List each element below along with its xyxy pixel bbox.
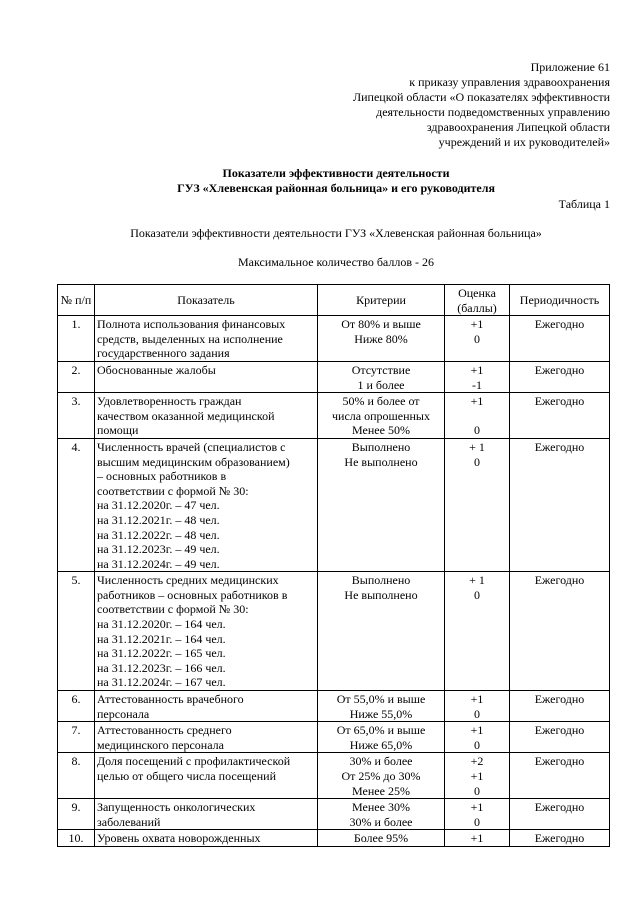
header-num-line: № — [60, 293, 73, 308]
table-row — [58, 438, 610, 571]
criteria-cell — [318, 830, 445, 847]
score-cell — [445, 722, 510, 753]
criteria-cell-line: Не выполнено — [344, 454, 418, 469]
indicator-cell-line: Полнота использования финансовых — [97, 317, 286, 332]
score-cell — [445, 830, 510, 847]
indicator-cell-line: высшим медицинским образованием) — [97, 454, 290, 469]
header-period: Периодичность — [510, 285, 610, 316]
period-cell: Ежегодно — [510, 393, 610, 439]
row-number: 1. — [58, 316, 95, 362]
indicator-cell-line: на 31.12.2024г. – 49 чел. — [97, 556, 220, 571]
table-row — [58, 830, 610, 847]
score-cell — [445, 438, 510, 571]
table-caption: Показатели эффективности деятельности ГУЗ «Хлевенская районная больница» — [130, 226, 542, 240]
period-cell: Ежегодно — [510, 830, 610, 847]
score-cell-line: +1 — [470, 800, 484, 815]
score-cell-line: + 1 — [469, 439, 485, 454]
document-title-line-1: Показатели эффективности деятельности — [222, 166, 450, 180]
score-cell — [445, 753, 510, 799]
period-cell: Ежегодно — [510, 438, 610, 571]
indicator-cell-line: на 31.12.2022г. – 48 чел. — [97, 527, 220, 542]
indicator-cell-line: соответствии с формой № 30: — [97, 483, 249, 498]
indicator-cell-line: персонала — [97, 706, 150, 721]
criteria-cell-line: Отсутствие — [351, 362, 411, 377]
criteria-cell — [318, 361, 445, 392]
indicator-cell-line: на 31.12.2021г. – 164 чел. — [97, 631, 226, 646]
indicator-cell-line: Запущенность онкологических — [97, 800, 256, 815]
document-title-line-2: ГУЗ «Хлевенская районная больница» и его руководителя — [177, 181, 495, 195]
appendix-line: деятельности подведомственных управлению — [376, 105, 610, 119]
indicator-cell-line: соответствии с формой № 30: — [97, 602, 249, 617]
indicator-cell-line: средств, выделенных на исполнение — [97, 331, 283, 346]
table-row — [58, 572, 610, 691]
indicator-cell-line: заболеваний — [97, 814, 161, 829]
score-cell — [445, 799, 510, 830]
appendix-line: учреждений и их руководителей» — [438, 135, 610, 149]
score-cell-line: 0 — [474, 454, 480, 469]
row-number: 7. — [58, 722, 95, 753]
criteria-cell-line: числа опрошенных — [332, 408, 430, 423]
criteria-cell — [318, 316, 445, 362]
score-cell-line — [447, 409, 507, 424]
indicator-cell — [95, 393, 318, 439]
appendix-line: к приказу управления здравоохранения — [409, 75, 610, 89]
table-row — [58, 799, 610, 830]
row-number: 2. — [58, 361, 95, 392]
header-score-line: (баллы) — [457, 300, 497, 315]
period-cell: Ежегодно — [510, 361, 610, 392]
indicator-cell — [95, 830, 318, 847]
score-cell-line: +1 — [470, 362, 484, 377]
indicators-table — [57, 284, 610, 847]
indicator-cell — [95, 799, 318, 830]
criteria-cell — [318, 753, 445, 799]
indicator-cell-line: на 31.12.2020г. – 164 чел. — [97, 617, 226, 632]
table-row — [58, 316, 610, 362]
criteria-cell-line: От 80% и выше — [341, 317, 421, 332]
indicator-cell-line: помощи — [97, 423, 139, 438]
score-cell-line: +1 — [470, 692, 484, 707]
header-criteria: Критерии — [318, 285, 445, 316]
period-cell: Ежегодно — [510, 753, 610, 799]
row-number: 4. — [58, 438, 95, 571]
header-score-line: Оценка — [458, 286, 496, 300]
score-cell-line: 0 — [474, 587, 480, 602]
indicator-cell — [95, 361, 318, 392]
row-number: 8. — [58, 753, 95, 799]
header-indicator: Показатель — [95, 285, 318, 316]
indicator-cell — [95, 753, 318, 799]
indicator-cell-line: работников – основных работников в — [97, 587, 288, 602]
criteria-cell-line: Менее 25% — [352, 783, 410, 798]
period-cell: Ежегодно — [510, 316, 610, 362]
criteria-cell-line: Не выполнено — [344, 587, 418, 602]
indicator-cell — [95, 691, 318, 722]
indicator-cell-line: Уровень охвата новорожденных — [97, 831, 261, 846]
indicator-cell-line: на 31.12.2020г. – 47 чел. — [97, 498, 220, 513]
table-row — [58, 691, 610, 722]
criteria-cell — [318, 799, 445, 830]
indicator-cell-line: на 31.12.2024г. – 167 чел. — [97, 675, 226, 690]
table-label: Таблица 1 — [558, 197, 610, 211]
period-cell: Ежегодно — [510, 722, 610, 753]
score-cell — [445, 361, 510, 392]
indicator-cell-line: на 31.12.2023г. – 49 чел. — [97, 542, 220, 557]
criteria-cell-line: Ниже 55,0% — [349, 706, 413, 721]
table-row — [58, 393, 610, 439]
criteria-cell — [318, 572, 445, 691]
score-cell — [445, 691, 510, 722]
indicator-cell-line: на 31.12.2023г. – 166 чел. — [97, 660, 226, 675]
criteria-cell — [318, 393, 445, 439]
score-cell-line: +2 — [470, 754, 484, 769]
score-cell-line: 0 — [474, 814, 480, 829]
criteria-cell — [318, 691, 445, 722]
indicator-cell-line: Численность средних медицинских — [97, 573, 279, 588]
criteria-cell — [318, 722, 445, 753]
score-cell — [445, 572, 510, 691]
criteria-cell-line: 30% и более — [349, 754, 413, 769]
table-body — [58, 316, 610, 847]
appendix-line: здравоохранения Липецкой области — [426, 120, 610, 134]
criteria-cell-line: От 65,0% и выше — [336, 723, 426, 738]
indicator-cell — [95, 722, 318, 753]
indicator-cell-line: на 31.12.2022г. – 165 чел. — [97, 646, 226, 661]
indicator-cell-line: – основных работников в — [97, 469, 227, 484]
header-num — [58, 285, 95, 316]
row-number: 10. — [58, 830, 95, 847]
indicator-cell-line: Аттестованность врачебного — [97, 692, 244, 707]
indicator-cell — [95, 572, 318, 691]
score-cell-line: 0 — [474, 331, 480, 346]
criteria-cell-line: Ниже 65,0% — [349, 737, 413, 752]
table-row — [58, 361, 610, 392]
criteria-cell-line: 30% и более — [349, 814, 413, 829]
score-cell-line: + 1 — [469, 573, 485, 588]
criteria-cell-line: Выполнено — [351, 573, 411, 588]
row-number: 3. — [58, 393, 95, 439]
indicator-cell-line: Обоснованные жалобы — [97, 362, 216, 377]
score-cell — [445, 393, 510, 439]
score-cell-line: 0 — [474, 737, 480, 752]
criteria-cell-line: Более 95% — [353, 831, 409, 846]
score-cell-line: +1 — [470, 831, 484, 846]
score-cell-line: -1 — [472, 377, 482, 392]
header-score — [445, 285, 510, 316]
score-cell-line: +1 — [470, 769, 484, 783]
score-cell-line: +1 — [470, 317, 484, 332]
criteria-cell-line: 1 и более — [357, 377, 405, 392]
indicator-cell-line: Доля посещений с профилактической — [97, 754, 291, 769]
row-number: 6. — [58, 691, 95, 722]
score-cell-line: +1 — [470, 723, 484, 738]
score-cell-line: 0 — [474, 423, 480, 438]
indicator-cell — [95, 438, 318, 571]
criteria-cell-line: От 25% до 30% — [341, 769, 421, 783]
score-cell-line: 0 — [474, 706, 480, 721]
score-cell-line: 0 — [474, 783, 480, 798]
period-cell: Ежегодно — [510, 691, 610, 722]
criteria-cell-line: 50% и более от — [342, 394, 420, 409]
appendix-line: Приложение 61 — [530, 60, 610, 74]
row-number: 5. — [58, 572, 95, 691]
criteria-cell-line: От 55,0% и выше — [336, 692, 426, 707]
indicator-cell-line: целью от общего числа посещений — [97, 769, 277, 783]
header-num-line: п/п — [75, 293, 92, 308]
score-cell — [445, 316, 510, 362]
max-score-line: Максимальное количество баллов - 26 — [237, 255, 435, 269]
indicator-cell-line: государственного задания — [97, 346, 230, 361]
criteria-cell-line: Менее 30% — [352, 800, 410, 815]
appendix-block — [310, 60, 610, 150]
table-header-row — [58, 285, 610, 316]
period-cell: Ежегодно — [510, 572, 610, 691]
criteria-cell-line: Менее 50% — [352, 423, 410, 438]
indicator-cell-line: Аттестованность среднего — [97, 723, 232, 738]
table-row — [58, 753, 610, 799]
row-number: 9. — [58, 799, 95, 830]
appendix-line: Липецкой области «О показателях эффективности — [353, 90, 610, 104]
criteria-cell — [318, 438, 445, 571]
indicator-cell — [95, 316, 318, 362]
criteria-cell-line: Ниже 80% — [354, 331, 408, 346]
indicator-cell-line: на 31.12.2021г. – 48 чел. — [97, 512, 220, 527]
indicator-cell-line: Численность врачей (специалистов с — [97, 439, 286, 454]
indicator-cell-line: качеством оказанной медицинской — [97, 408, 275, 423]
indicator-cell-line: медицинского персонала — [97, 737, 224, 752]
criteria-cell-line: Выполнено — [351, 439, 411, 454]
indicator-cell-line: Удовлетворенность граждан — [97, 394, 242, 409]
score-cell-line: +1 — [470, 394, 484, 409]
period-cell: Ежегодно — [510, 799, 610, 830]
table-row — [58, 722, 610, 753]
